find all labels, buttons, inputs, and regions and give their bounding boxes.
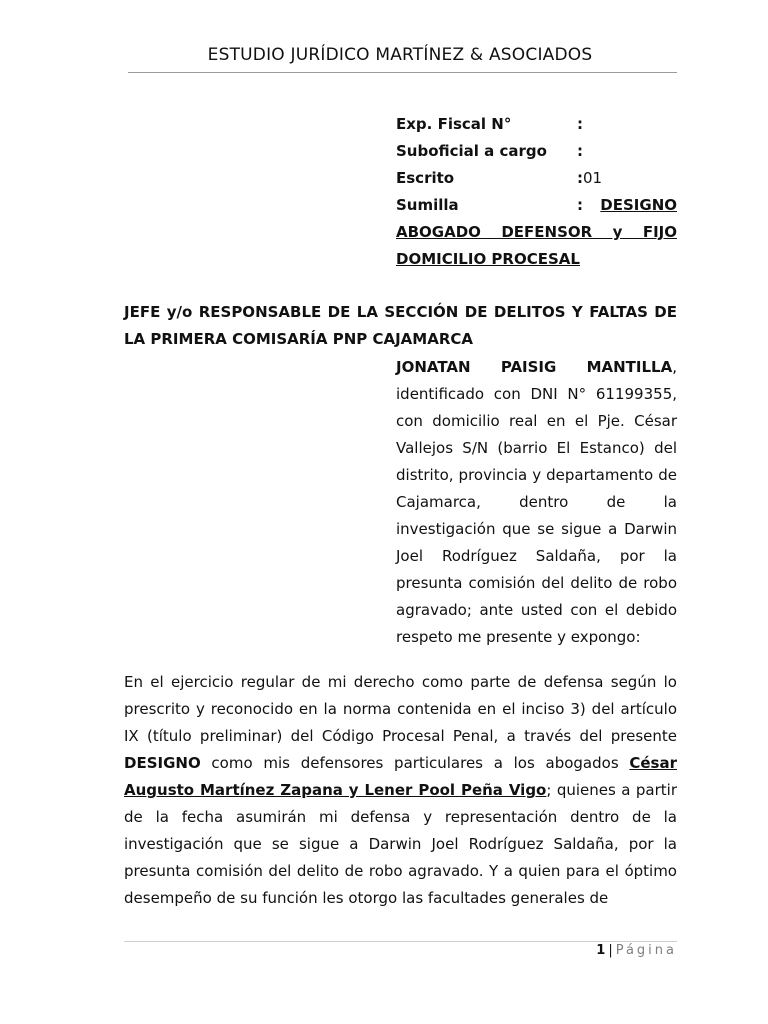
sumilla-text-3: DOMICILIO PROCESAL: [396, 250, 580, 268]
body-text-2: como mis defensores particulares a los abogados: [200, 754, 630, 772]
petitioner-name: JONATAN PAISIG MANTILLA: [396, 358, 673, 376]
meta-row-sumilla: [396, 192, 677, 219]
body-paragraph: [124, 669, 677, 912]
footer-divider: [124, 941, 677, 942]
suboficial-label: Suboficial a cargo: [396, 142, 547, 160]
footer-separator: |: [608, 943, 613, 958]
addressee-heading: JEFE y/o RESPONSABLE DE LA SECCIÓN DE DELITOS Y FALTAS DE LA PRIMERA COMISARÍA PNP CAJAMARCA: [124, 303, 677, 348]
meta-row-exp: [396, 111, 677, 138]
page-word: Página: [615, 943, 677, 958]
escrito-value: 01: [583, 169, 603, 187]
lawyer-names: César Augusto Martínez Zapana y Lener Pool Peña Vigo: [124, 754, 677, 799]
page-footer: [596, 943, 677, 958]
page-header-title: ESTUDIO JURÍDICO MARTÍNEZ & ASOCIADOS: [207, 45, 593, 65]
sumilla-label: Sumilla: [396, 196, 459, 214]
page-number: 1: [596, 943, 606, 958]
exp-colon: :: [577, 115, 583, 133]
sumilla-text-1: DESIGNO: [600, 196, 677, 214]
header-divider: [128, 72, 677, 73]
meta-row-suboficial: [396, 138, 677, 165]
sumilla-colon: :: [577, 196, 583, 214]
case-metadata: [396, 111, 677, 273]
exp-label: Exp. Fiscal N°: [396, 115, 512, 133]
sumilla-text-2: ABOGADO DEFENSOR y FIJO: [396, 223, 677, 241]
escrito-colon: :: [577, 169, 583, 187]
body-text-1: En el ejercicio regular de mi derecho como parte de defensa según lo prescrito y reconocido en la norma contenida en el inciso 3) del artículo IX (título preliminar) del Código Procesal Penal, a través del presente: [124, 673, 677, 745]
intro-text: , identificado con DNI N° 61199355, con domicilio real en el Pje. César Vallejos S/N (barrio El Estanco) del distrito, provincia y departamento de Cajamarca, dentro de la investigación que se sigue a Darwin Joel Rodríguez Saldaña, por la presunta comisión del delito de robo agravado; ante usted con el debido respeto me presente y expongo:: [396, 358, 677, 646]
suboficial-colon: :: [577, 142, 583, 160]
designo-keyword: DESIGNO: [124, 754, 201, 772]
intro-paragraph: [396, 354, 677, 651]
meta-row-escrito: [396, 165, 677, 192]
escrito-label: Escrito: [396, 169, 455, 187]
body-text-3: ; quienes a partir de la fecha asumirán mi defensa y representación dentro de la investigación que se sigue a Darwin Joel Rodríguez Saldaña, por la presunta comisión del delito de robo agravado. Y a quien para el óptimo desempeño de su función les otorgo las facultades generales de: [124, 781, 677, 907]
